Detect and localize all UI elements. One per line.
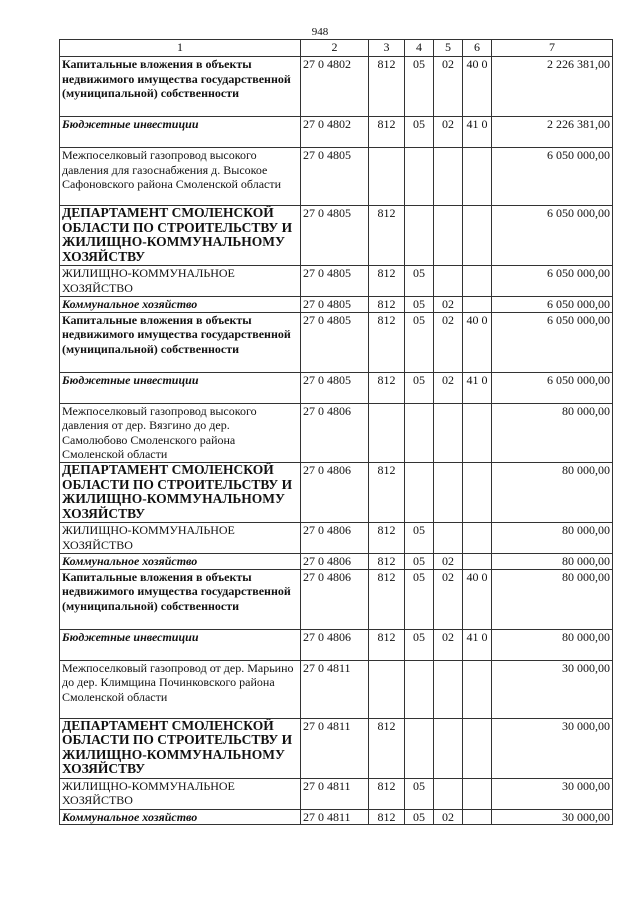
row-amount: 6 050 000,00	[492, 266, 613, 297]
row-amount: 2 226 381,00	[492, 57, 613, 117]
row-ved	[369, 403, 405, 462]
table-row	[60, 117, 613, 148]
row-code: 27 0 4811	[301, 778, 369, 809]
row-code: 27 0 4806	[301, 629, 369, 660]
table-row	[60, 312, 613, 372]
row-vr: 40 0	[463, 312, 492, 372]
row-vr: 41 0	[463, 372, 492, 403]
row-rz	[405, 660, 434, 718]
row-name: ЖИЛИЩНО-КОММУНАЛЬНОЕ ХОЗЯЙСТВО	[60, 266, 301, 297]
row-pr: 02	[434, 297, 463, 313]
table-row	[60, 569, 613, 629]
row-ved	[369, 660, 405, 718]
row-ved: 812	[369, 718, 405, 778]
row-rz: 05	[405, 57, 434, 117]
row-rz: 05	[405, 569, 434, 629]
row-vr	[463, 148, 492, 206]
row-ved: 812	[369, 206, 405, 266]
table-row	[60, 297, 613, 313]
row-vr	[463, 660, 492, 718]
table-row	[60, 809, 613, 825]
row-pr	[434, 462, 463, 522]
row-amount: 30 000,00	[492, 718, 613, 778]
row-ved: 812	[369, 57, 405, 117]
row-code: 27 0 4805	[301, 266, 369, 297]
row-rz: 05	[405, 553, 434, 569]
row-ved: 812	[369, 312, 405, 372]
row-name: ЖИЛИЩНО-КОММУНАЛЬНОЕ ХОЗЯЙСТВО	[60, 778, 301, 809]
row-ved: 812	[369, 778, 405, 809]
header-col-6: 6	[463, 40, 492, 57]
row-name: Капитальные вложения в объекты недвижимого имущества государственной (муниципальной) собственности	[60, 57, 301, 117]
row-ved: 812	[369, 266, 405, 297]
row-vr	[463, 553, 492, 569]
row-rz: 05	[405, 117, 434, 148]
row-ved: 812	[369, 522, 405, 553]
row-rz	[405, 148, 434, 206]
row-amount: 80 000,00	[492, 462, 613, 522]
row-rz: 05	[405, 778, 434, 809]
row-name: Межпоселковый газопровод высокого давления от дер. Вязгино до дер. Самолюбово Смоленского района Смоленской области	[60, 403, 301, 462]
row-amount: 30 000,00	[492, 778, 613, 809]
header-col-2: 2	[301, 40, 369, 57]
row-pr	[434, 660, 463, 718]
row-vr	[463, 809, 492, 825]
row-pr: 02	[434, 569, 463, 629]
row-name: Коммунальное хозяйство	[60, 297, 301, 313]
row-pr	[434, 148, 463, 206]
row-code: 27 0 4811	[301, 660, 369, 718]
table-row	[60, 629, 613, 660]
table-row	[60, 372, 613, 403]
row-amount: 80 000,00	[492, 629, 613, 660]
row-pr	[434, 778, 463, 809]
row-ved: 812	[369, 629, 405, 660]
row-amount: 80 000,00	[492, 403, 613, 462]
row-amount: 80 000,00	[492, 553, 613, 569]
row-pr	[434, 266, 463, 297]
row-name: Бюджетные инвестиции	[60, 117, 301, 148]
row-ved: 812	[369, 569, 405, 629]
row-rz	[405, 206, 434, 266]
row-code: 27 0 4806	[301, 569, 369, 629]
table-row	[60, 660, 613, 718]
row-ved: 812	[369, 553, 405, 569]
row-code: 27 0 4811	[301, 718, 369, 778]
header-col-4: 4	[405, 40, 434, 57]
row-rz	[405, 462, 434, 522]
row-code: 27 0 4802	[301, 57, 369, 117]
row-rz: 05	[405, 372, 434, 403]
row-name: ЖИЛИЩНО-КОММУНАЛЬНОЕ ХОЗЯЙСТВО	[60, 522, 301, 553]
row-rz: 05	[405, 312, 434, 372]
row-name: Бюджетные инвестиции	[60, 629, 301, 660]
row-rz	[405, 718, 434, 778]
row-code: 27 0 4802	[301, 117, 369, 148]
row-name: Коммунальное хозяйство	[60, 809, 301, 825]
row-name: ДЕПАРТАМЕНТ СМОЛЕНСКОЙ ОБЛАСТИ ПО СТРОИТЕЛЬСТВУ И ЖИЛИЩНО-КОММУНАЛЬНОМУ ХОЗЯЙСТВУ	[60, 462, 301, 522]
row-pr: 02	[434, 117, 463, 148]
row-vr	[463, 266, 492, 297]
row-name: Капитальные вложения в объекты недвижимого имущества государственной (муниципальной) собственности	[60, 569, 301, 629]
table-row	[60, 403, 613, 462]
row-vr	[463, 462, 492, 522]
row-amount: 6 050 000,00	[492, 206, 613, 266]
header-row	[60, 40, 613, 57]
table-row	[60, 57, 613, 117]
row-name: Бюджетные инвестиции	[60, 372, 301, 403]
row-name: ДЕПАРТАМЕНТ СМОЛЕНСКОЙ ОБЛАСТИ ПО СТРОИТЕЛЬСТВУ И ЖИЛИЩНО-КОММУНАЛЬНОМУ ХОЗЯЙСТВУ	[60, 718, 301, 778]
row-pr: 02	[434, 312, 463, 372]
row-vr	[463, 778, 492, 809]
header-col-7: 7	[492, 40, 613, 57]
row-vr	[463, 206, 492, 266]
row-amount: 30 000,00	[492, 809, 613, 825]
row-code: 27 0 4806	[301, 403, 369, 462]
row-pr: 02	[434, 57, 463, 117]
row-name: Межпоселковый газопровод высокого давления для газоснабжения д. Высокое Сафоновского района Смоленской области	[60, 148, 301, 206]
table-row	[60, 718, 613, 778]
row-code: 27 0 4805	[301, 148, 369, 206]
budget-table	[59, 39, 613, 825]
row-pr: 02	[434, 809, 463, 825]
row-rz: 05	[405, 297, 434, 313]
table-row	[60, 206, 613, 266]
row-name: Коммунальное хозяйство	[60, 553, 301, 569]
row-ved: 812	[369, 117, 405, 148]
row-code: 27 0 4805	[301, 372, 369, 403]
row-vr: 40 0	[463, 57, 492, 117]
row-pr	[434, 206, 463, 266]
row-amount: 6 050 000,00	[492, 312, 613, 372]
row-pr	[434, 718, 463, 778]
row-amount: 6 050 000,00	[492, 297, 613, 313]
row-code: 27 0 4805	[301, 312, 369, 372]
row-code: 27 0 4806	[301, 522, 369, 553]
row-code: 27 0 4811	[301, 809, 369, 825]
row-pr: 02	[434, 553, 463, 569]
row-vr	[463, 403, 492, 462]
row-amount: 6 050 000,00	[492, 372, 613, 403]
row-vr: 41 0	[463, 629, 492, 660]
row-code: 27 0 4806	[301, 462, 369, 522]
row-vr	[463, 522, 492, 553]
row-amount: 6 050 000,00	[492, 148, 613, 206]
row-ved	[369, 148, 405, 206]
row-rz: 05	[405, 266, 434, 297]
row-rz	[405, 403, 434, 462]
row-ved: 812	[369, 462, 405, 522]
row-ved: 812	[369, 809, 405, 825]
row-code: 27 0 4806	[301, 553, 369, 569]
header-col-3: 3	[369, 40, 405, 57]
table-row	[60, 553, 613, 569]
row-name: Капитальные вложения в объекты недвижимого имущества государственной (муниципальной) собственности	[60, 312, 301, 372]
row-code: 27 0 4805	[301, 297, 369, 313]
row-vr	[463, 718, 492, 778]
row-amount: 80 000,00	[492, 522, 613, 553]
row-rz: 05	[405, 629, 434, 660]
table-row	[60, 522, 613, 553]
row-pr: 02	[434, 372, 463, 403]
row-code: 27 0 4805	[301, 206, 369, 266]
row-ved: 812	[369, 372, 405, 403]
page-number: 948	[311, 26, 329, 38]
table-row	[60, 778, 613, 809]
row-vr: 41 0	[463, 117, 492, 148]
row-pr	[434, 522, 463, 553]
header-col-5: 5	[434, 40, 463, 57]
row-name: ДЕПАРТАМЕНТ СМОЛЕНСКОЙ ОБЛАСТИ ПО СТРОИТЕЛЬСТВУ И ЖИЛИЩНО-КОММУНАЛЬНОМУ ХОЗЯЙСТВУ	[60, 206, 301, 266]
row-amount: 30 000,00	[492, 660, 613, 718]
row-name: Межпоселковый газопровод от дер. Марьино до дер. Климщина Починковского района Смоленской области	[60, 660, 301, 718]
row-rz: 05	[405, 809, 434, 825]
row-rz: 05	[405, 522, 434, 553]
table-row	[60, 462, 613, 522]
header-col-1: 1	[60, 40, 301, 57]
row-vr	[463, 297, 492, 313]
row-vr: 40 0	[463, 569, 492, 629]
row-amount: 80 000,00	[492, 569, 613, 629]
row-pr	[434, 403, 463, 462]
row-amount: 2 226 381,00	[492, 117, 613, 148]
row-ved: 812	[369, 297, 405, 313]
table-row	[60, 148, 613, 206]
row-pr: 02	[434, 629, 463, 660]
table-row	[60, 266, 613, 297]
